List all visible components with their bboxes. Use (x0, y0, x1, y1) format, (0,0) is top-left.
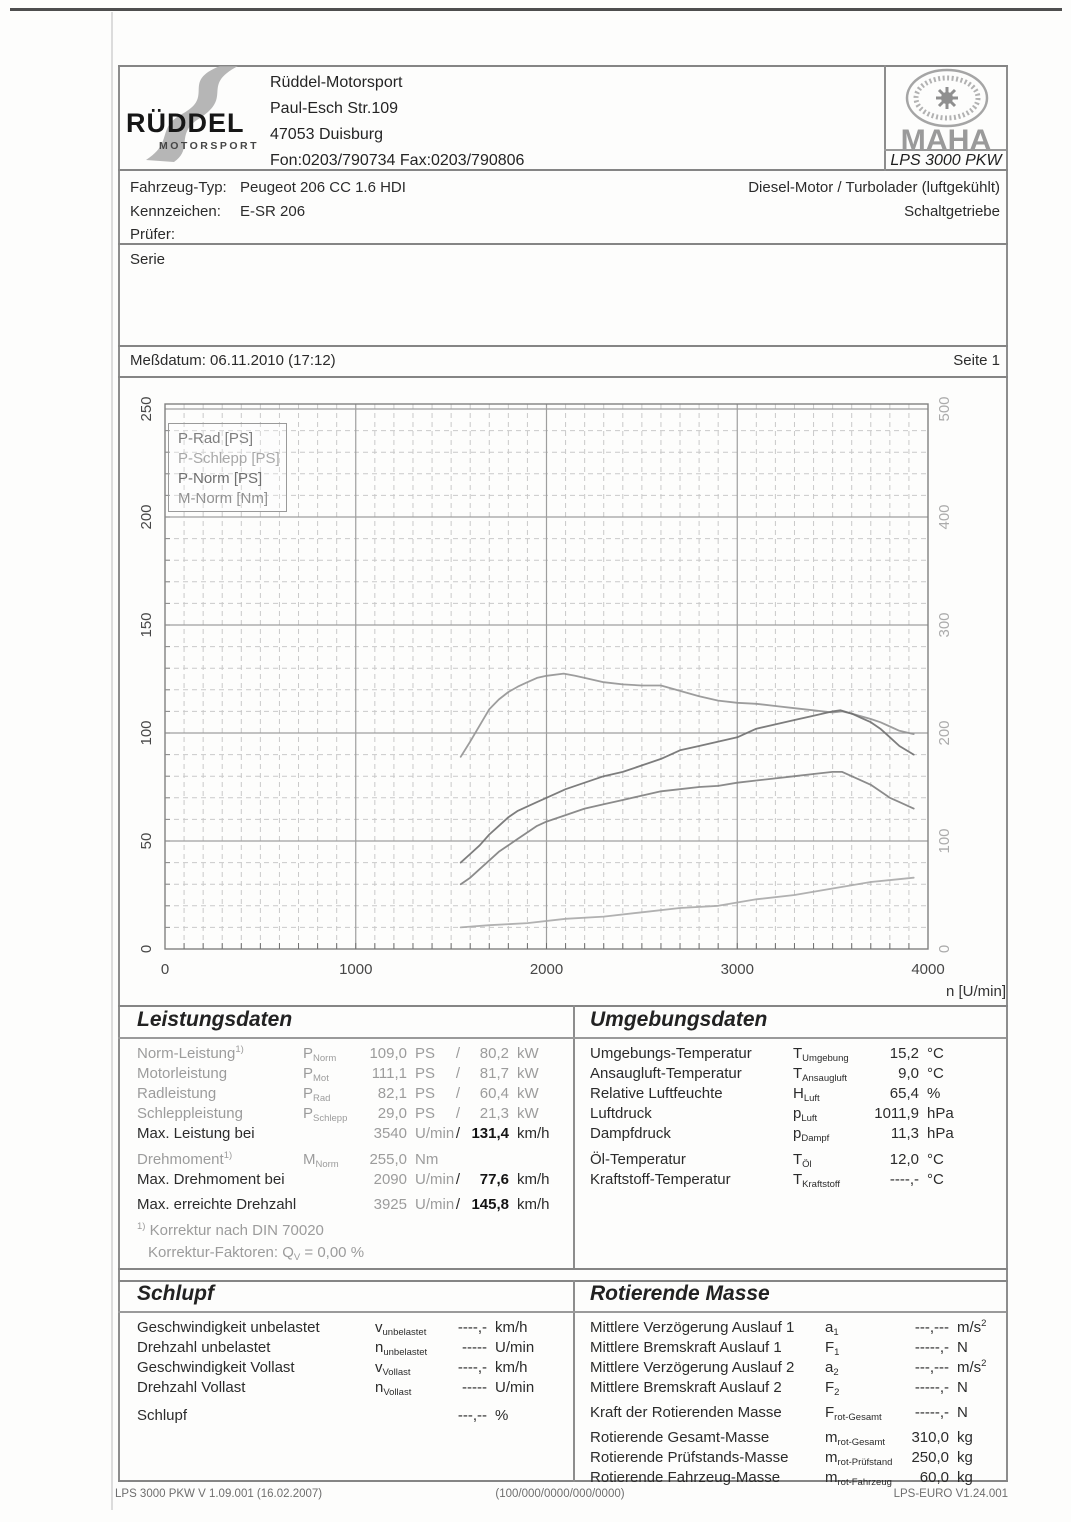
section-title-schlupf: Schlupf (137, 1282, 214, 1305)
row-label: Mittlere Verzögerung Auslauf 2 (590, 1359, 795, 1376)
divider-vehicle (118, 243, 1008, 245)
row-unit-2: km/h (517, 1125, 550, 1142)
row-unit: PS (415, 1045, 436, 1062)
right-axis-label: 500 (936, 396, 953, 422)
row-value: ----,- (457, 1359, 487, 1376)
row-label: Ansaugluft-Temperatur (590, 1065, 742, 1082)
row-label: Kraft der Rotierenden Masse (590, 1404, 782, 1421)
data-row (137, 1378, 567, 1398)
scan-edge-top (10, 8, 1062, 11)
row-unit: % (927, 1085, 941, 1102)
row-unit: N (957, 1404, 968, 1421)
measure-date: Meßdatum: 06.11.2010 (17:12) (130, 352, 336, 369)
row-label: Drehzahl unbelastet (137, 1339, 271, 1356)
row-symbol: $p_{Luft}$ (793, 1105, 818, 1124)
curve-p-schlepp-ps (461, 878, 914, 928)
row-label: Max. Drehmoment bei (137, 1171, 285, 1188)
footer-code: (100/000/0000/000/0000) (495, 1488, 625, 1500)
row-label: Norm-Leistung$^{1)}$ (137, 1044, 244, 1062)
row-label: Schlupf (137, 1407, 188, 1424)
footnote-correction: Korrektur-Faktoren: $Q_V = 0,00$ % (148, 1244, 365, 1263)
row-unit: kg (957, 1469, 973, 1486)
row-symbol (375, 1406, 449, 1426)
row-symbol: $P_{Mot}$ (303, 1065, 329, 1084)
row-label: Drehzahl Vollast (137, 1379, 246, 1396)
row-value: 255,0 (369, 1151, 407, 1168)
row-label: Mittlere Verzögerung Auslauf 1 (590, 1319, 795, 1336)
row-symbol: $n_{unbelastet}$ (375, 1339, 428, 1358)
row-unit-2: kW (517, 1065, 539, 1082)
device-model: LPS 3000 PKW (890, 152, 1002, 169)
company-city: 47053 Duisburg (270, 126, 383, 143)
row-value-2: 21,3 (479, 1105, 509, 1122)
row-label: Öl-Temperatur (590, 1151, 686, 1168)
row-unit: °C (927, 1065, 944, 1082)
section-title-leistungsdaten: Leistungsdaten (137, 1008, 293, 1031)
row-value-2: 145,8 (471, 1196, 509, 1213)
row-unit: U/min (415, 1171, 455, 1188)
row-symbol: $P_{Schlepp}$ (303, 1105, 348, 1124)
row-label: Dampfdruck (590, 1125, 671, 1142)
divider-sections-mid1 (118, 1268, 1008, 1270)
row-symbol: $P_{Rad}$ (303, 1085, 331, 1104)
row-value: 250,0 (911, 1449, 949, 1466)
row-value: 60,0 (919, 1469, 949, 1486)
row-value: 310,0 (911, 1429, 949, 1446)
row-value: 15,2 (889, 1045, 919, 1062)
data-row (590, 1338, 1000, 1358)
row-value-2 (465, 1150, 509, 1170)
divider-sections-mid2 (118, 1280, 1008, 1282)
row-value: ----- (462, 1379, 487, 1396)
legend-item-m-norm: M-Norm [Nm] (178, 490, 268, 507)
data-row (137, 1084, 567, 1104)
curve-m-norm-nm (461, 674, 914, 757)
vehicle-type-label: Fahrzeug-Typ: (130, 179, 227, 196)
row-value: ---,--- (914, 1359, 949, 1376)
row-unit: PS (415, 1065, 436, 1082)
row-value-2: 81,7 (479, 1065, 509, 1082)
row-slash: / (455, 1105, 461, 1122)
plate-value: E-SR 206 (240, 203, 306, 220)
schlupf-table (137, 1318, 567, 1426)
row-unit: % (495, 1407, 509, 1424)
vehicle-type-value: Peugeot 206 CC 1.6 HDI (240, 179, 406, 196)
divider-columns-upper (573, 1005, 575, 1268)
x-axis-label: 4000 (911, 961, 945, 978)
company-logo-text: RÜDDEL (126, 108, 245, 138)
section-title-rotierende-masse: Rotierende Masse (590, 1282, 770, 1305)
legend-item-p-rad: P-Rad [PS] (178, 430, 254, 447)
underline-rotmasse (573, 1311, 1006, 1313)
underline-schlupf (118, 1311, 573, 1313)
row-unit: °C (927, 1151, 944, 1168)
row-label: Umgebungs-Temperatur (590, 1045, 752, 1062)
company-phone: Fon:0203/790734 Fax:0203/790806 (270, 152, 525, 169)
row-value: -----,- (914, 1404, 949, 1421)
right-axis-label: 100 (936, 828, 953, 854)
row-unit: N (957, 1379, 968, 1396)
data-row (590, 1170, 1000, 1190)
chart-legend (168, 423, 287, 512)
series-label: Serie (130, 251, 166, 268)
row-unit-2 (509, 1150, 561, 1170)
maha-logo-text: MAHA (900, 124, 992, 156)
leistungsdaten-table (137, 1044, 567, 1215)
underline-leistung (118, 1037, 573, 1039)
row-symbol: $T_{Ansaugluft}$ (793, 1065, 848, 1084)
row-unit: km/h (495, 1359, 528, 1376)
footer-lps-euro: LPS-EURO V1.24.001 (893, 1488, 1008, 1500)
row-label: Radleistung (137, 1085, 217, 1102)
row-symbol: $p_{Dampf}$ (793, 1125, 830, 1144)
company-name: Rüddel-Motorsport (270, 74, 403, 91)
data-row (590, 1358, 1000, 1378)
x-axis-label: 1000 (339, 961, 373, 978)
row-value: 9,0 (898, 1065, 919, 1082)
row-value-2: 131,4 (471, 1125, 509, 1142)
row-value: 12,0 (889, 1151, 919, 1168)
row-value: ---,--- (914, 1319, 949, 1336)
data-row (590, 1318, 1000, 1338)
footnote-din: $^{1)}$ Korrektur nach DIN 70020 (137, 1221, 324, 1239)
data-row (590, 1403, 1000, 1423)
x-axis-title: n [U/min] (945, 983, 1006, 1000)
divider-serie (118, 345, 1008, 347)
row-unit: U/min (495, 1379, 535, 1396)
row-slash: / (455, 1085, 461, 1102)
left-axis-label: 250 (138, 396, 155, 422)
row-slash: / (455, 1196, 461, 1213)
data-row (590, 1104, 1000, 1124)
row-slash: / (455, 1171, 461, 1188)
data-row (590, 1150, 1000, 1170)
data-row (590, 1064, 1000, 1084)
row-unit-2: km/h (517, 1171, 550, 1188)
data-row (590, 1044, 1000, 1064)
data-row (137, 1124, 567, 1144)
row-symbol: $v_{Vollast}$ (375, 1359, 411, 1378)
data-row (137, 1064, 567, 1084)
row-unit: km/h (495, 1319, 528, 1336)
row-label: Mittlere Bremskraft Auslauf 2 (590, 1379, 782, 1396)
legend-item-p-norm: P-Norm [PS] (178, 470, 263, 487)
row-value: 111,1 (371, 1065, 407, 1082)
row-symbol (303, 1124, 359, 1144)
row-value: 29,0 (377, 1105, 407, 1122)
row-value: 1011,9 (874, 1105, 919, 1122)
left-axis-label: 50 (138, 832, 155, 850)
row-unit: U/min (415, 1196, 455, 1213)
row-value: ----- (462, 1339, 487, 1356)
row-value-2: 60,4 (479, 1085, 509, 1102)
row-value: -----,- (914, 1379, 949, 1396)
row-symbol: $F_2$ (825, 1379, 840, 1398)
data-row (137, 1338, 567, 1358)
row-value: ----,- (889, 1171, 919, 1188)
data-row (137, 1104, 567, 1124)
row-symbol: $T_{Umgebung}$ (793, 1045, 849, 1064)
left-axis-label: 150 (138, 612, 155, 638)
data-row (590, 1378, 1000, 1398)
row-symbol: $n_{Vollast}$ (375, 1379, 412, 1398)
row-unit: °C (927, 1171, 944, 1188)
row-value-2: 77,6 (479, 1171, 509, 1188)
data-row (590, 1428, 1000, 1448)
inspector-label: Prüfer: (130, 226, 176, 243)
row-unit: N (957, 1339, 968, 1356)
right-axis-label: 400 (936, 504, 953, 530)
right-axis-label: 200 (936, 720, 953, 746)
row-label: Kraftstoff-Temperatur (590, 1171, 731, 1188)
row-symbol: $m_{rot-Fahrzeug}$ (825, 1469, 892, 1488)
row-symbol: $F_1$ (825, 1339, 840, 1358)
page-number: Seite 1 (953, 352, 1000, 369)
row-unit-2: kW (517, 1085, 539, 1102)
row-symbol: $m_{rot-Gesamt}$ (825, 1429, 886, 1448)
row-slash: / (455, 1065, 461, 1082)
row-unit: Nm (415, 1151, 439, 1168)
row-symbol: $a_2$ (825, 1359, 839, 1378)
row-label: Luftdruck (590, 1105, 652, 1122)
row-value: ----,- (457, 1319, 487, 1336)
row-symbol: $M_{Norm}$ (303, 1151, 339, 1170)
section-title-umgebungsdaten: Umgebungsdaten (590, 1008, 768, 1031)
row-label: Relative Luftfeuchte (590, 1085, 723, 1102)
data-row (590, 1448, 1000, 1468)
data-row (137, 1195, 567, 1215)
x-axis-label: 0 (160, 961, 170, 978)
row-symbol: $a_1$ (825, 1319, 839, 1338)
row-unit-2: km/h (517, 1196, 550, 1213)
row-label: Rotierende Fahrzeug-Masse (590, 1469, 781, 1486)
scan-edge-left (111, 12, 113, 1510)
divider-sections-top (118, 1005, 1008, 1007)
row-symbol: $m_{rot-Prüfstand}$ (825, 1449, 893, 1468)
data-row (590, 1124, 1000, 1144)
gearbox-type: Schaltgetriebe (904, 203, 1000, 220)
row-unit: PS (415, 1105, 436, 1122)
data-row (137, 1406, 567, 1426)
row-unit-2: kW (517, 1105, 539, 1122)
row-unit: hPa (927, 1125, 954, 1142)
row-unit: U/min (495, 1339, 535, 1356)
row-symbol (303, 1195, 359, 1215)
row-value-2: 80,2 (479, 1045, 509, 1062)
left-axis-label: 100 (138, 720, 155, 746)
row-symbol: $T_{Öl}$ (793, 1151, 812, 1170)
row-value: 82,1 (377, 1085, 407, 1102)
company-logo-subtext: MOTORSPORT (159, 140, 260, 152)
row-label: Motorleistung (137, 1065, 228, 1082)
row-unit-2: kW (517, 1045, 539, 1062)
umgebungsdaten-table (590, 1044, 1000, 1190)
right-axis-label: 0 (936, 944, 953, 954)
footer-version: LPS 3000 PKW V 1.09.001 (16.02.2007) (115, 1488, 323, 1500)
maha-emblem-icon (892, 68, 1002, 128)
row-unit: PS (415, 1085, 436, 1102)
company-street: Paul-Esch Str.109 (270, 100, 399, 117)
plate-label: Kennzeichen: (130, 203, 221, 220)
row-value: 2090 (373, 1171, 407, 1188)
curve-p-rad-ps (461, 772, 914, 884)
row-label: Geschwindigkeit Vollast (137, 1359, 295, 1376)
row-value: -----,- (914, 1339, 949, 1356)
data-row (137, 1358, 567, 1378)
engine-type: Diesel-Motor / Turbolader (luftgekühlt) (748, 179, 1000, 196)
row-value: 3540 (373, 1125, 407, 1142)
underline-umgebung (573, 1037, 1006, 1039)
data-row (590, 1084, 1000, 1104)
row-label: Schleppleistung (137, 1105, 243, 1122)
x-axis-label: 2000 (529, 961, 564, 978)
rotierende-masse-table (590, 1318, 1000, 1488)
row-value: ---,-- (457, 1407, 487, 1424)
row-value: 109,0 (369, 1045, 407, 1062)
data-row (137, 1044, 567, 1064)
data-row (590, 1468, 1000, 1488)
legend-item-p-schlepp: P-Schlepp [PS] (178, 450, 280, 467)
row-value: 11,3 (890, 1125, 919, 1142)
row-unit: °C (927, 1045, 944, 1062)
data-row (137, 1150, 567, 1170)
row-symbol: $P_{Norm}$ (303, 1045, 337, 1064)
left-axis-label: 0 (138, 944, 155, 954)
row-unit: $m/s^2$ (957, 1318, 987, 1336)
data-row (137, 1170, 567, 1190)
row-label: Max. erreichte Drehzahl (137, 1196, 297, 1213)
row-unit: kg (957, 1429, 973, 1446)
row-symbol: $v_{unbelastet}$ (375, 1319, 427, 1338)
row-slash (451, 1150, 465, 1170)
row-label: Mittlere Bremskraft Auslauf 1 (590, 1339, 782, 1356)
row-unit: hPa (927, 1105, 954, 1122)
row-slash: / (455, 1045, 461, 1062)
row-value: 3925 (373, 1196, 407, 1213)
row-slash: / (455, 1125, 461, 1142)
row-symbol: $T_{Kraftstoff}$ (793, 1171, 841, 1190)
row-unit: kg (957, 1449, 973, 1466)
row-value: 65,4 (889, 1085, 919, 1102)
row-label: Drehmoment$^{1)}$ (137, 1150, 233, 1168)
row-label: Rotierende Gesamt-Masse (590, 1429, 770, 1446)
x-axis-label: 3000 (720, 961, 754, 978)
row-unit: U/min (415, 1125, 455, 1142)
row-unit: $m/s^2$ (957, 1358, 987, 1376)
left-axis-label: 200 (138, 504, 155, 530)
row-label: Geschwindigkeit unbelastet (137, 1319, 320, 1336)
divider-header (118, 169, 1008, 171)
row-label: Max. Leistung bei (137, 1125, 255, 1142)
data-row (137, 1318, 567, 1338)
right-axis-label: 300 (936, 612, 953, 638)
row-symbol (303, 1170, 359, 1190)
row-label: Rotierende Prüfstands-Masse (590, 1449, 789, 1466)
row-symbol: $F_{rot-Gesamt}$ (825, 1404, 882, 1423)
row-symbol: $H_{Luft}$ (793, 1085, 820, 1104)
